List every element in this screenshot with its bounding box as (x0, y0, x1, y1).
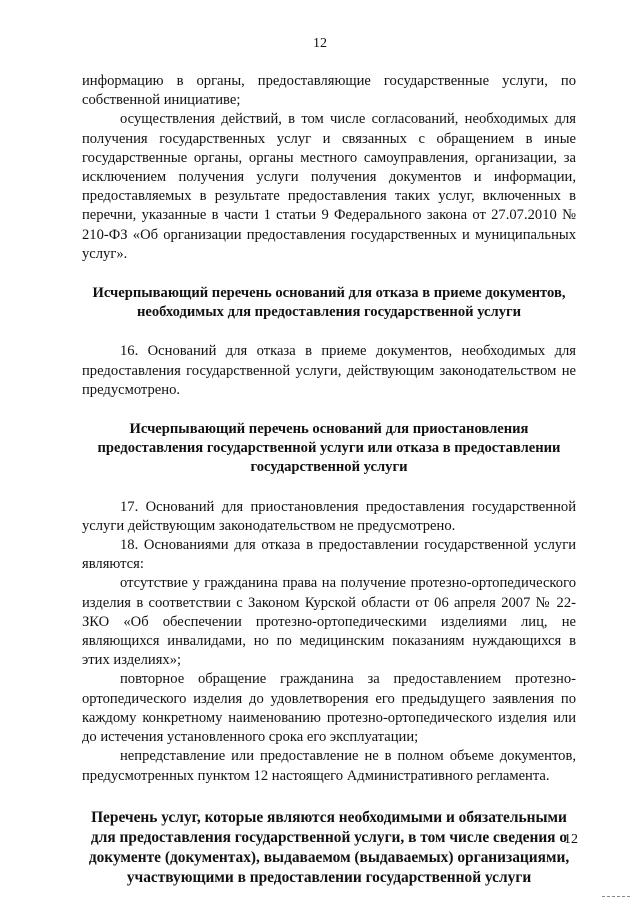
paragraph-18-item-2: повторное обращение гражданина за предоставлением протезно-ортопедического изделия до удовлетворения его предыдущего заявления по каждому конкретному наименованию протезно-ортопедического изделия или до истечения установленного срока его эксплуатации; (82, 671, 576, 746)
paragraph-18-item-1: отсутствие у гражданина права на получение протезно-ортопедического изделия в соответствии с Законом Курской области от 06 апреля 2007 № 22-ЗКО «Об обеспечении протезно-ортопедическими изделиями лиц, не являющихся инвалидами, но по медицинским показаниям нуждающихся в этих изделиях»; (82, 575, 576, 669)
page-number-bottom: 12 (564, 832, 578, 847)
section-heading-required-services: Перечень услуг, которые являются необходимыми и обязательными для предоставления государственной услуги, в том числе сведения о документе (документах), выдаваемом (выдаваемых) организациями, участвующими в предоставлении государственной услуги (88, 808, 570, 886)
paragraph-17: 17. Оснований для приостановления предоставления государственной услуги действующим законодательством не предусмотрено. (82, 498, 576, 534)
paragraph-1: информацию в органы, предоставляющие государственные услуги, по собственной инициативе; (82, 73, 576, 109)
paragraph-16: 16. Оснований для отказа в приеме документов, необходимых для предоставления государственной услуги, действующим законодательством не предусмотрено. (82, 343, 576, 398)
page-number-top: 12 (313, 36, 327, 51)
document-body (82, 72, 576, 888)
paragraph-18-item-3: непредставление или предоставление не в полном объеме документов, предусмотренных пунктом 12 настоящего Административного регламента. (82, 748, 576, 784)
paragraph-2: осуществления действий, в том числе согласований, необходимых для получения государственных услуг и связанных с обращением в иные государственные органы, органы местного самоуправления, организации, за исключением получения услуги получения документов и информации, предоставляемых в результате предоставления таких услуг, включенных в перечни, указанные в части 1 статьи 9 Федерального закона от 27.07.2010 № 210-ФЗ «Об организации предоставления государственных и муниципальных услуг». (82, 111, 576, 262)
scan-edge-mark (602, 896, 630, 901)
paragraph-18: 18. Основаниями для отказа в предоставлении государственной услуги являются: (82, 537, 576, 573)
section-heading-refusal-acceptance: Исчерпывающий перечень оснований для отказа в приеме документов, необходимых для предоставления государственной услуги (92, 285, 566, 321)
section-heading-suspension-refusal: Исчерпывающий перечень оснований для приостановления предоставления государственной услуги или отказа в предоставлении государственной услуги (97, 421, 561, 476)
